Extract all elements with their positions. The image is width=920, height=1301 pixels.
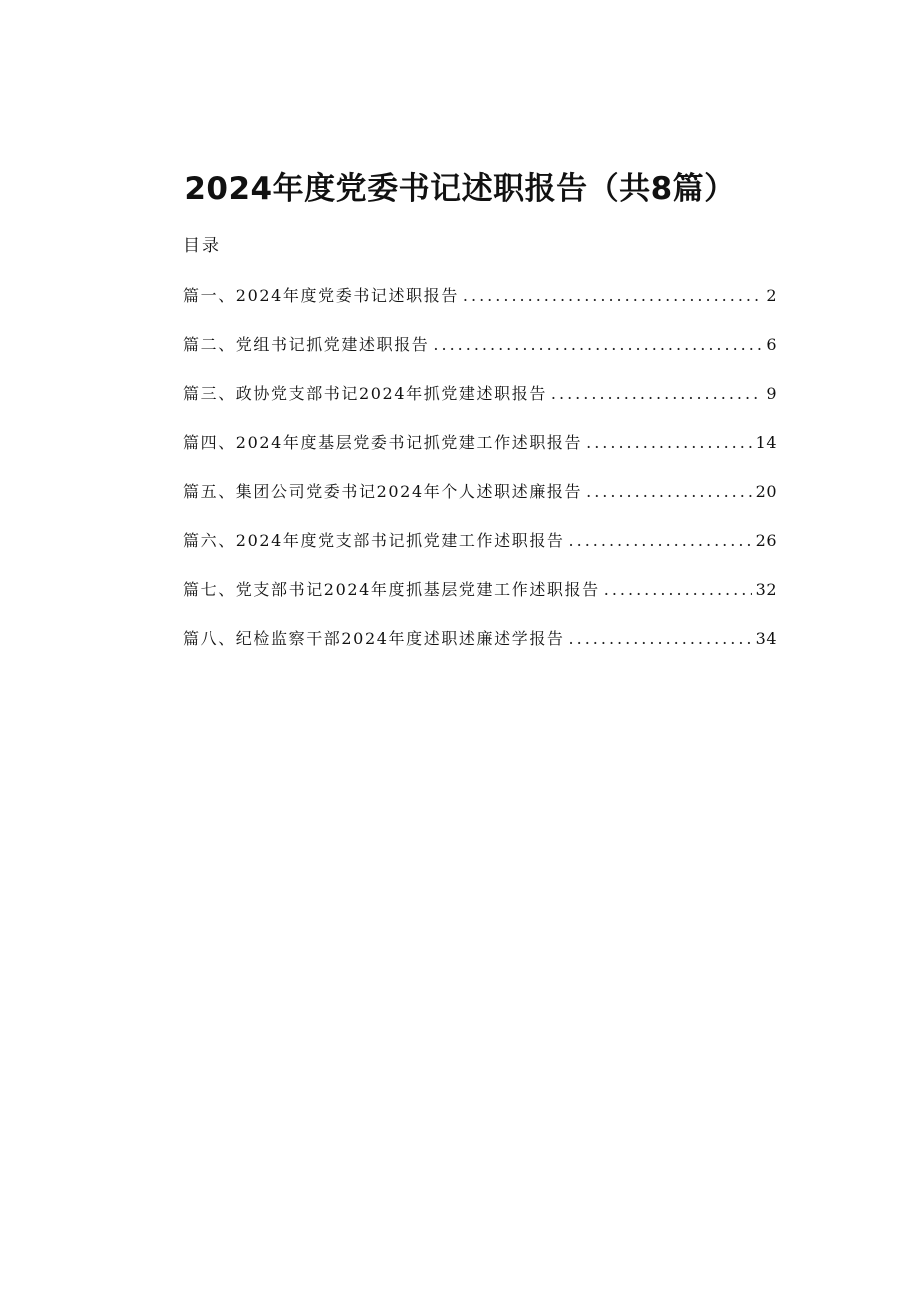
toc-entry-label: 篇八、纪检监察干部2024年度述职述廉述学报告 [183, 629, 565, 648]
toc-page-number: 34 [755, 629, 777, 648]
document-title: 2024年度党委书记述职报告（共8篇） [184, 170, 736, 207]
toc-entry-6[interactable] [183, 529, 777, 578]
toc-page-number: 9 [766, 384, 777, 403]
toc-entry-label: 篇三、政协党支部书记2024年抓党建述职报告 [183, 384, 547, 403]
toc-page-number: 32 [755, 580, 777, 599]
toc-entry-5[interactable] [183, 480, 777, 529]
toc-dot-leader [551, 382, 762, 406]
toc-dot-leader [569, 627, 752, 651]
toc-page-number: 20 [755, 482, 777, 501]
toc-entry-1[interactable] [183, 284, 777, 333]
toc-heading: 目录 [183, 236, 221, 256]
toc-entry-7[interactable] [183, 578, 777, 627]
toc-entry-label: 篇一、2024年度党委书记述职报告 [183, 286, 459, 305]
toc-dot-leader [433, 333, 762, 357]
toc-page-number: 14 [755, 433, 777, 452]
toc-entry-label: 篇二、党组书记抓党建述职报告 [183, 335, 430, 354]
table-of-contents [183, 284, 777, 676]
toc-dot-leader [569, 529, 752, 553]
toc-page-number: 2 [766, 286, 777, 305]
toc-entry-2[interactable] [183, 333, 777, 382]
toc-entry-8[interactable] [183, 627, 777, 676]
toc-page-number: 26 [755, 531, 777, 550]
toc-page-number: 6 [766, 335, 777, 354]
toc-entry-label: 篇五、集团公司党委书记2024年个人述职述廉报告 [183, 482, 583, 501]
toc-entry-3[interactable] [183, 382, 777, 431]
toc-entry-4[interactable] [183, 431, 777, 480]
toc-dot-leader [463, 284, 762, 308]
toc-dot-leader [586, 431, 752, 455]
toc-dot-leader [604, 578, 752, 602]
toc-entry-label: 篇六、2024年度党支部书记抓党建工作述职报告 [183, 531, 565, 550]
toc-entry-label: 篇四、2024年度基层党委书记抓党建工作述职报告 [183, 433, 583, 452]
toc-dot-leader [586, 480, 752, 504]
toc-entry-label: 篇七、党支部书记2024年度抓基层党建工作述职报告 [183, 580, 600, 599]
